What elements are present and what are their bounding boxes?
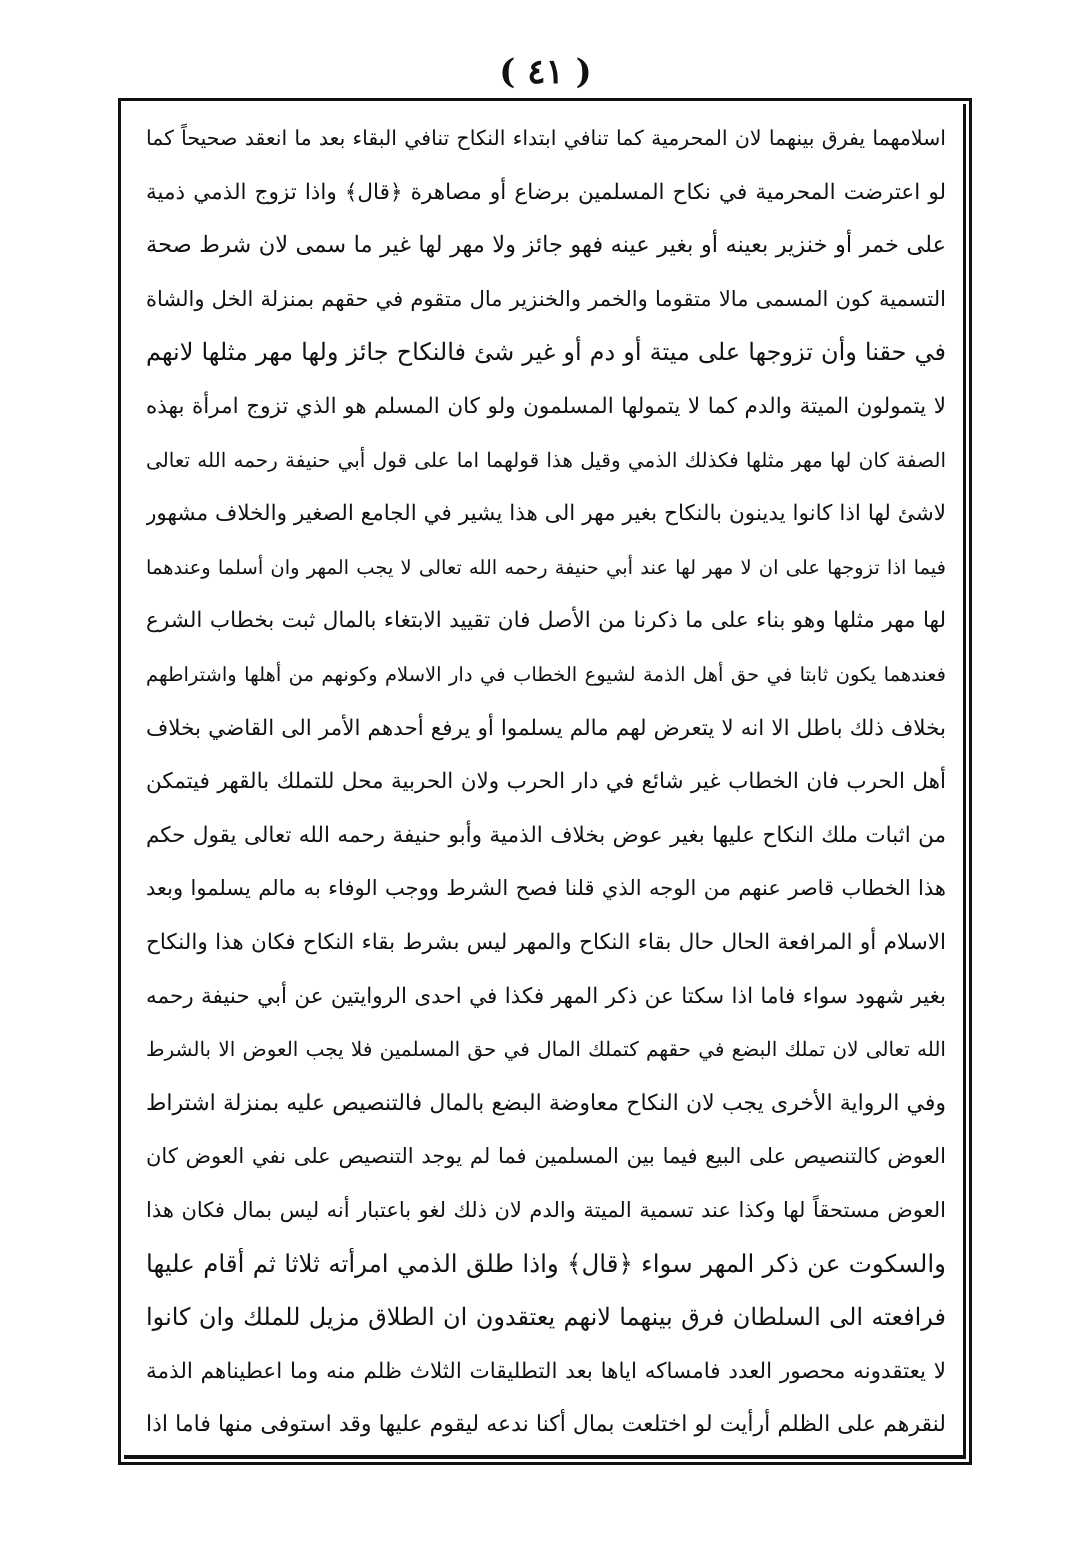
text-line: والسكوت عن ذكر المهر سواء ﴿قال﴾ واذا طلق الذمي امرأته ثلاثا ثم أقام عليها (146, 1249, 946, 1279)
text-line: من اثبات ملك النكاح عليها بغير عوض بخلاف الذمية وأبو حنيفة رحمه الله تعالى يقول حكم (146, 822, 946, 848)
text-line: الله تعالى لان تملك البضع في حقهم كتملك المال في حق المسلمين فلا يجب العوض الا بالشرط (146, 1037, 946, 1062)
text-line: التسمية كون المسمى مالا متقوما والخمر والخنزير مال متقوم في حقهم بمنزلة الخل والشاة (146, 286, 946, 311)
text-line: لنقرهم على الظلم أرأيت لو اختلعت بمال أكنا ندعه ليقوم عليها وقد استوفى منها فاما اذا (146, 1412, 946, 1438)
text-line: لها مهر مثلها وهو بناء على ما ذكرنا من الأصل فان تقييد الابتغاء بالمال ثبت بخطاب الشرع (146, 608, 946, 634)
text-line: فعندهما يكون ثابتا في حق أهل الذمة لشيوع الخطاب في دار الاسلام وكونهم من أهلها واشتراطهم (146, 662, 946, 686)
text-line: فيما اذا تزوجها على ان لا مهر لها عند أبي حنيفة رحمه الله تعالى لا يجب المهر وان أسلما وعندهما (146, 555, 946, 579)
text-line: لا يعتقدونه محصور العدد فامساكه اياها بعد التطليقات الثلاث ظلم منه وما اعطيناهم الذمة (146, 1358, 946, 1384)
text-line: على خمر أو خنزير بعينه أو بغير عينه فهو جائز ولا مهر لها غير ما سمى لان شرط صحة (146, 232, 946, 259)
text-line: لاشئ لها اذا كانوا يدينون بالنكاح بغير مهر الى هذا يشير في الجامع الصغير والخلاف مشهور (146, 501, 946, 527)
text-line: بخلاف ذلك باطل الا انه لا يتعرض لهم مالم يسلموا أو يرفع أحدهم الأمر الى القاضي بخلاف (146, 715, 946, 741)
text-line: لا يتمولون الميتة والدم كما لا يتمولها المسلمون ولو كان المسلم هو الذي تزوج امرأة بهذه (146, 393, 946, 419)
text-line: هذا الخطاب قاصر عنهم من الوجه الذي قلنا فصح الشرط ووجب الوفاء به مالم يسلموا وبعد (146, 876, 946, 901)
text-line: بغير شهود سواء فاما اذا سكتا عن ذكر المهر فكذا في احدى الروايتين عن أبي حنيفة رحمه (146, 983, 946, 1009)
text-line: اسلامهما يفرق بينهما لان المحرمية كما تنافي ابتداء النكاح تنافي البقاء بعد ما انعقد صحيحاً كما (146, 126, 946, 150)
text-line: أهل الحرب فان الخطاب غير شائع في دار الحرب ولان الحربية محل للتملك بالقهر فيتمكن (146, 769, 946, 795)
text-line: لو اعترضت المحرمية في نكاح المسلمين برضاع أو مصاهرة ﴿قال﴾ واذا تزوج الذمي ذمية (146, 179, 946, 205)
text-line: الصفة كان لها مهر مثلها فكذلك الذمي وقيل هذا قولهما اما على قول أبي حنيفة رحمه الله تعالى (146, 447, 946, 472)
text-line: العوض مستحقاً لها وكذا عند تسمية الميتة والدم لان ذلك لغو باعتبار أنه ليس بمال فكان هذا (146, 1197, 946, 1222)
text-line: فرافعته الى السلطان فرق بينهما لانهم يعتقدون ان الطلاق مزيل للملك وان كانوا (146, 1303, 946, 1332)
body-text (146, 112, 946, 1452)
text-line: وفي الرواية الأخرى يجب لان النكاح معاوضة البضع بالمال فالتنصيص عليه بمنزلة اشتراط (146, 1090, 946, 1116)
page-number: ( ٤١ ) (499, 52, 592, 92)
text-line: في حقنا وأن تزوجها على ميتة أو دم أو غير شئ فالنكاح جائز ولها مهر مثلها لانهم (146, 338, 946, 367)
text-line: الاسلام أو المرافعة الحال حال بقاء النكاح والمهر ليس بشرط بقاء النكاح فكان هذا والنكاح (146, 929, 946, 955)
text-line: العوض كالتنصيص على البيع فيما بين المسلمين فما لم يوجد التنصيص على نفي العوض كان (146, 1144, 946, 1169)
